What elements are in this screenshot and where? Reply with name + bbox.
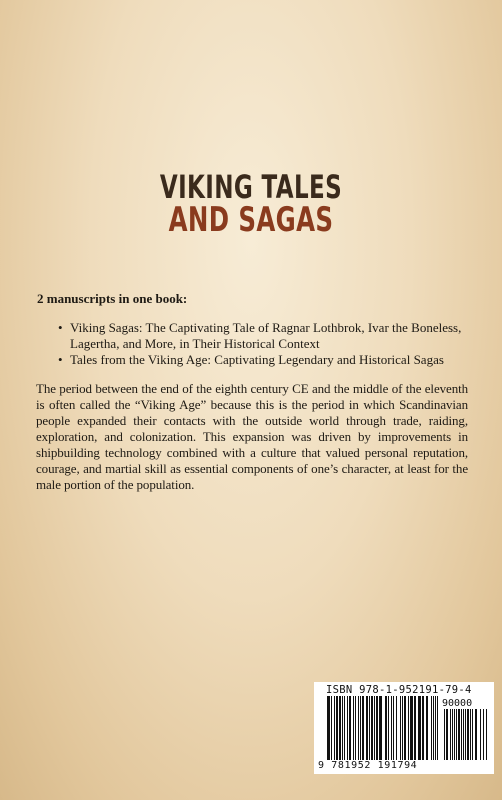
barcode-addon-bars-icon (443, 709, 488, 760)
manuscript-list (60, 320, 480, 368)
title-line-1: VIKING TALES (159, 168, 343, 206)
manuscripts-lead: 2 manuscripts in one book: (37, 291, 188, 306)
description-paragraph: The period between the end of the eighth century CE and the middle of the eleventh is often called the “Viking Age” because this is the period in which Scandinavian people expanded their contacts with the outside world through trade, raiding, exploration, and colonization. This expansion was driven by improvements in shipbuilding technology combined with a culture that valued personal reputation, courage, and martial skill as essential components of one’s character, at least for the male portion of the population. (36, 381, 468, 492)
manuscript-item: • Viking Sagas: The Captivating Tale of Ragnar Lothbrok, Ivar the Boneless, Lagertha, and More, in Their Historical Context (60, 320, 480, 352)
isbn-label: ISBN 978-1-952191-79-4 (326, 684, 472, 696)
manuscript-item: • Tales from the Viking Age: Captivating Legendary and Historical Sagas (60, 352, 480, 368)
title-line-2: AND SAGAS (168, 200, 334, 240)
isbn-barcode (314, 682, 494, 774)
barcode-digits: 9 781952 191794 (318, 760, 418, 771)
barcode-bars-icon (326, 696, 440, 760)
price-code: 90000 (442, 698, 473, 709)
